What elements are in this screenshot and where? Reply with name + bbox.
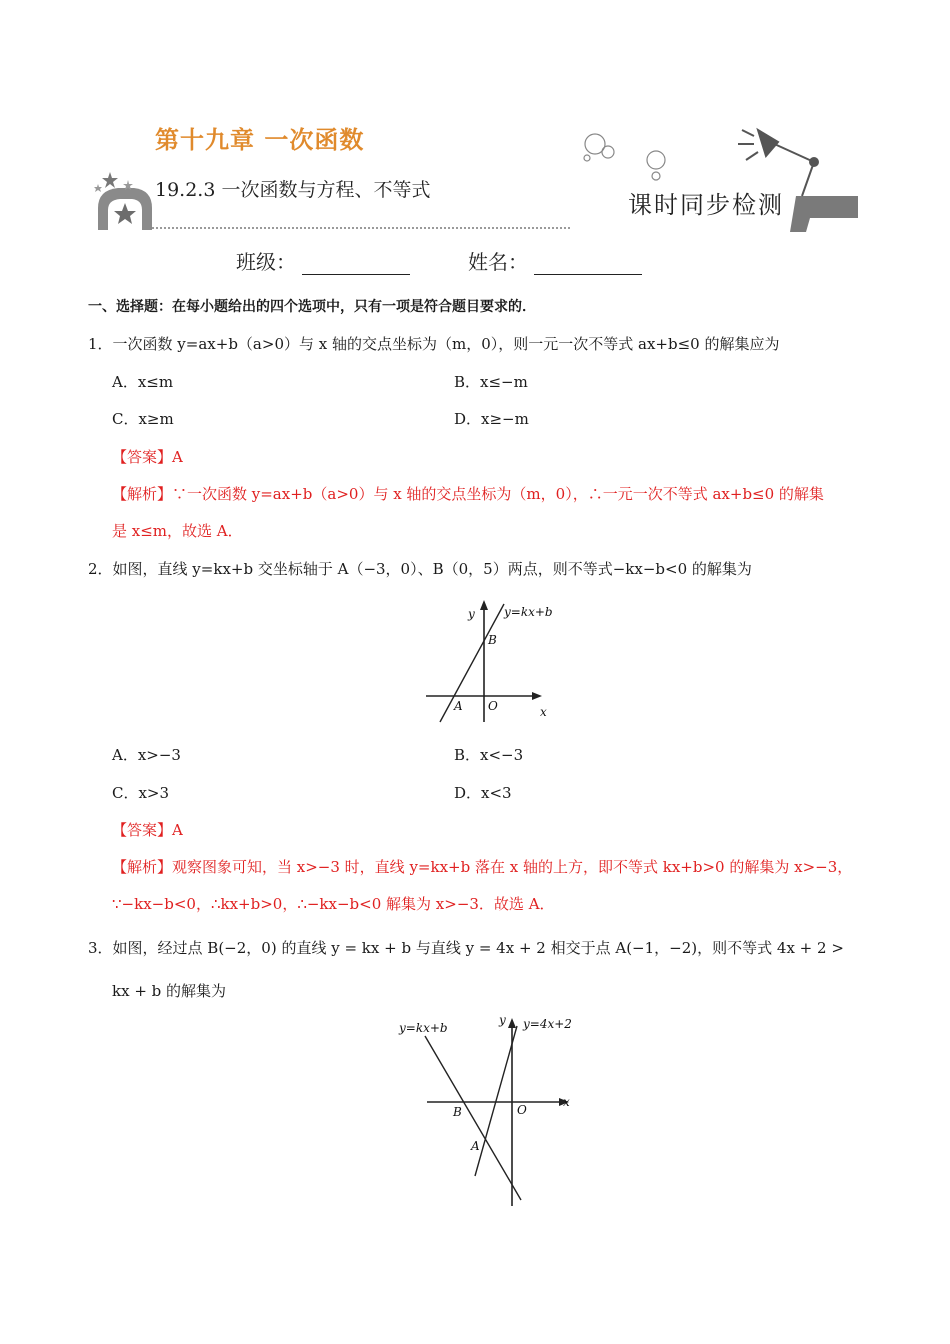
q2-answer: 【答案】A	[112, 821, 183, 839]
q2-graph	[420, 594, 560, 726]
name-label: 姓名：	[468, 250, 528, 274]
q1-option-a: A．x≤m	[112, 373, 174, 391]
q3-line1-label: y=kx+b	[399, 1021, 448, 1035]
q3-y-label: y	[499, 1013, 506, 1027]
name-field	[468, 246, 642, 275]
q1-option-c: C．x≥m	[112, 410, 174, 428]
q2-option-b: B．x<−3	[454, 746, 524, 764]
class-blank	[302, 254, 410, 275]
q3-o-label: O	[517, 1103, 527, 1117]
q1-option-d: D．x≥−m	[454, 410, 529, 428]
star-emblem-icon	[94, 172, 152, 230]
part-heading: 一、选择题：在每小题给出的四个选项中，只有一项是符合题目要求的．	[88, 299, 536, 315]
q3-graph	[395, 1008, 585, 1208]
q2-b-label: B	[488, 633, 497, 647]
q2-analysis-line1: 【解析】观察图象可知，当 x>−3 时，直线 y=kx+b 落在 x 轴的上方，即不等式 kx+b>0 的解集为 x>−3，	[112, 858, 853, 876]
q3-b-label: B	[453, 1105, 462, 1119]
chapter-title: 第十九章 一次函数	[155, 126, 365, 154]
q2-stem: 2．如图，直线 y=kx+b 交坐标轴于 A（−3，0）、B（0，5）两点，则不等式−kx−b<0 的解集为	[88, 560, 752, 578]
class-label: 班级：	[236, 250, 296, 274]
q2-line-label: y=kx+b	[504, 605, 553, 619]
q1-analysis-line2: 是 x≤m，故选 A．	[112, 522, 243, 540]
q2-o-label: O	[488, 699, 498, 713]
q2-analysis-line2: ∵−kx−b<0，∴kx+b>0，∴−kx−b<0 解集为 x>−3．故选 A．	[112, 895, 555, 913]
q2-option-c: C．x>3	[112, 784, 170, 802]
q1-answer: 【答案】A	[112, 448, 183, 466]
q1-stem: 1．一次函数 y=ax+b（a>0）与 x 轴的交点坐标为（m，0），则一元一次不等式 ax+b≤0 的解集应为	[88, 335, 780, 353]
q2-x-label: x	[540, 705, 547, 719]
q3-stem-line2: kx + b 的解集为	[112, 982, 227, 1000]
q3-stem-line1: 3．如图，经过点 B(−2，0) 的直线 y = kx + b 与直线 y = 4x + 2 相交于点 A(−1，−2)，则不等式 4x + 2 >	[88, 939, 844, 957]
sync-test-badge: 课时同步检测	[628, 191, 784, 219]
name-blank	[534, 254, 642, 275]
q2-option-a: A．x>−3	[112, 746, 181, 764]
q1-option-b: B．x≤−m	[454, 373, 528, 391]
section-title: 19.2.3 一次函数与方程、不等式	[155, 179, 431, 201]
q3-x-label: x	[563, 1095, 570, 1109]
q2-y-label: y	[468, 607, 475, 621]
bubbles-icon	[584, 134, 665, 180]
class-field	[236, 246, 410, 275]
q3-line2-label: y=4x+2	[523, 1017, 572, 1031]
q2-option-d: D．x<3	[454, 784, 512, 802]
q2-a-label: A	[454, 699, 463, 713]
q1-analysis-line1: 【解析】∵一次函数 y=ax+b（a>0）与 x 轴的交点坐标为（m，0），∴一元一次不等式 ax+b≤0 的解集	[112, 485, 824, 503]
q3-a-label: A	[471, 1139, 480, 1153]
